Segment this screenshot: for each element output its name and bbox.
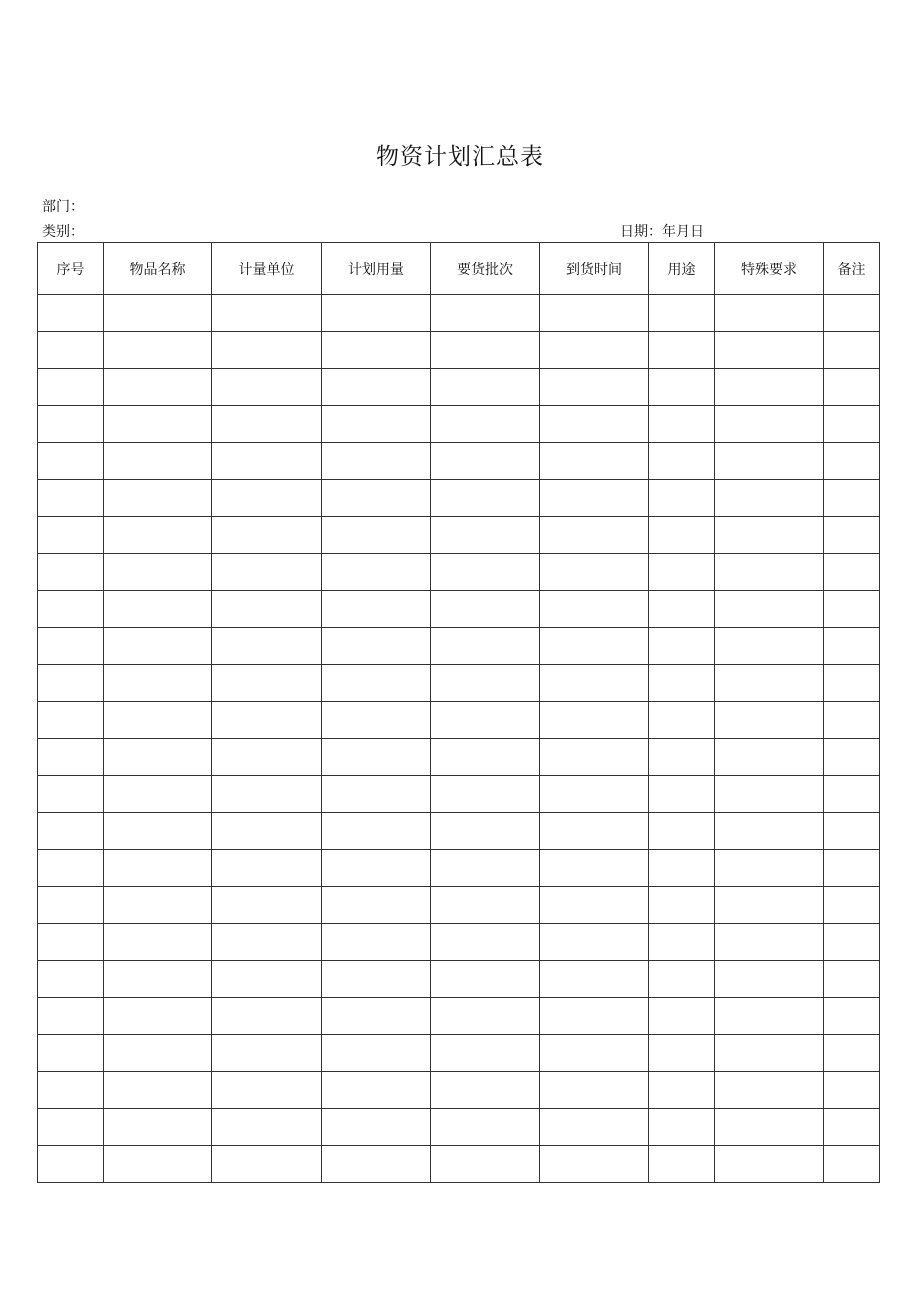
header-purpose: 用途 — [649, 243, 715, 295]
cell-purpose[interactable] — [649, 739, 715, 776]
cell-item-name[interactable] — [104, 406, 212, 443]
cell-item-name[interactable] — [104, 1072, 212, 1109]
table-row — [38, 776, 880, 813]
cell-special-requirements[interactable] — [715, 739, 824, 776]
cell-special-requirements[interactable] — [715, 443, 824, 480]
table-row — [38, 887, 880, 924]
cell-delivery-batch[interactable] — [431, 1035, 540, 1072]
cell-purpose[interactable] — [649, 406, 715, 443]
cell-arrival-time[interactable] — [540, 443, 649, 480]
cell-special-requirements[interactable] — [715, 369, 824, 406]
table-row — [38, 998, 880, 1035]
cell-serial-number[interactable] — [38, 924, 104, 961]
cell-unit[interactable] — [212, 665, 322, 702]
cell-delivery-batch[interactable] — [431, 998, 540, 1035]
cell-purpose[interactable] — [649, 702, 715, 739]
cell-arrival-time[interactable] — [540, 702, 649, 739]
cell-delivery-batch[interactable] — [431, 406, 540, 443]
cell-unit[interactable] — [212, 1072, 322, 1109]
cell-special-requirements[interactable] — [715, 295, 824, 332]
table-row — [38, 1109, 880, 1146]
header-planned-quantity: 计划用量 — [322, 243, 431, 295]
cell-item-name[interactable] — [104, 702, 212, 739]
cell-arrival-time[interactable] — [540, 628, 649, 665]
cell-serial-number[interactable] — [38, 591, 104, 628]
cell-item-name[interactable] — [104, 591, 212, 628]
cell-special-requirements[interactable] — [715, 813, 824, 850]
cell-delivery-batch[interactable] — [431, 961, 540, 998]
cell-planned-quantity[interactable] — [322, 443, 431, 480]
cell-arrival-time[interactable] — [540, 406, 649, 443]
cell-special-requirements[interactable] — [715, 961, 824, 998]
cell-item-name[interactable] — [104, 443, 212, 480]
table-header-row — [38, 243, 880, 295]
cell-special-requirements[interactable] — [715, 924, 824, 961]
cell-special-requirements[interactable] — [715, 1146, 824, 1183]
table-row — [38, 924, 880, 961]
cell-special-requirements[interactable] — [715, 554, 824, 591]
cell-item-name[interactable] — [104, 665, 212, 702]
cell-planned-quantity[interactable] — [322, 961, 431, 998]
cell-remarks[interactable] — [824, 813, 880, 850]
cell-serial-number[interactable] — [38, 998, 104, 1035]
cell-purpose[interactable] — [649, 1035, 715, 1072]
cell-delivery-batch[interactable] — [431, 517, 540, 554]
cell-purpose[interactable] — [649, 1109, 715, 1146]
cell-special-requirements[interactable] — [715, 1109, 824, 1146]
cell-planned-quantity[interactable] — [322, 554, 431, 591]
cell-serial-number[interactable] — [38, 1072, 104, 1109]
cell-purpose[interactable] — [649, 665, 715, 702]
material-plan-table — [37, 242, 880, 1183]
table-row — [38, 369, 880, 406]
table-row — [38, 850, 880, 887]
cell-planned-quantity[interactable] — [322, 369, 431, 406]
cell-arrival-time[interactable] — [540, 1035, 649, 1072]
cell-unit[interactable] — [212, 554, 322, 591]
cell-planned-quantity[interactable] — [322, 628, 431, 665]
cell-serial-number[interactable] — [38, 887, 104, 924]
cell-special-requirements[interactable] — [715, 702, 824, 739]
cell-serial-number[interactable] — [38, 443, 104, 480]
cell-item-name[interactable] — [104, 517, 212, 554]
cell-serial-number[interactable] — [38, 406, 104, 443]
cell-item-name[interactable] — [104, 480, 212, 517]
cell-remarks[interactable] — [824, 554, 880, 591]
header-delivery-batch: 要货批次 — [431, 243, 540, 295]
cell-item-name[interactable] — [104, 887, 212, 924]
cell-planned-quantity[interactable] — [322, 1072, 431, 1109]
cell-purpose[interactable] — [649, 850, 715, 887]
cell-serial-number[interactable] — [38, 369, 104, 406]
cell-remarks[interactable] — [824, 369, 880, 406]
cell-serial-number[interactable] — [38, 961, 104, 998]
cell-special-requirements[interactable] — [715, 776, 824, 813]
cell-serial-number[interactable] — [38, 295, 104, 332]
cell-arrival-time[interactable] — [540, 739, 649, 776]
table-row — [38, 443, 880, 480]
cell-serial-number[interactable] — [38, 739, 104, 776]
table-row — [38, 332, 880, 369]
table-row — [38, 591, 880, 628]
cell-unit[interactable] — [212, 295, 322, 332]
cell-delivery-batch[interactable] — [431, 665, 540, 702]
cell-special-requirements[interactable] — [715, 480, 824, 517]
cell-purpose[interactable] — [649, 1072, 715, 1109]
cell-item-name[interactable] — [104, 1146, 212, 1183]
cell-remarks[interactable] — [824, 850, 880, 887]
cell-delivery-batch[interactable] — [431, 480, 540, 517]
cell-purpose[interactable] — [649, 332, 715, 369]
cell-planned-quantity[interactable] — [322, 332, 431, 369]
cell-unit[interactable] — [212, 1109, 322, 1146]
cell-purpose[interactable] — [649, 924, 715, 961]
cell-arrival-time[interactable] — [540, 591, 649, 628]
cell-remarks[interactable] — [824, 998, 880, 1035]
cell-planned-quantity[interactable] — [322, 591, 431, 628]
cell-unit[interactable] — [212, 332, 322, 369]
cell-purpose[interactable] — [649, 813, 715, 850]
cell-unit[interactable] — [212, 369, 322, 406]
table-row — [38, 665, 880, 702]
cell-delivery-batch[interactable] — [431, 813, 540, 850]
cell-unit[interactable] — [212, 1035, 322, 1072]
cell-arrival-time[interactable] — [540, 1072, 649, 1109]
table-row — [38, 961, 880, 998]
cell-unit[interactable] — [212, 702, 322, 739]
cell-planned-quantity[interactable] — [322, 702, 431, 739]
cell-planned-quantity[interactable] — [322, 924, 431, 961]
cell-serial-number[interactable] — [38, 554, 104, 591]
cell-planned-quantity[interactable] — [322, 665, 431, 702]
cell-item-name[interactable] — [104, 924, 212, 961]
header-item-name: 物品名称 — [104, 243, 212, 295]
table-row — [38, 1146, 880, 1183]
cell-special-requirements[interactable] — [715, 406, 824, 443]
table-row — [38, 813, 880, 850]
cell-arrival-time[interactable] — [540, 295, 649, 332]
category-label: 类别： — [42, 224, 84, 240]
cell-special-requirements[interactable] — [715, 850, 824, 887]
cell-planned-quantity[interactable] — [322, 1109, 431, 1146]
cell-delivery-batch[interactable] — [431, 887, 540, 924]
cell-unit[interactable] — [212, 887, 322, 924]
table-row — [38, 628, 880, 665]
cell-planned-quantity[interactable] — [322, 480, 431, 517]
cell-remarks[interactable] — [824, 961, 880, 998]
cell-special-requirements[interactable] — [715, 887, 824, 924]
cell-purpose[interactable] — [649, 517, 715, 554]
cell-arrival-time[interactable] — [540, 998, 649, 1035]
cell-remarks[interactable] — [824, 1109, 880, 1146]
cell-arrival-time[interactable] — [540, 850, 649, 887]
cell-item-name[interactable] — [104, 961, 212, 998]
cell-planned-quantity[interactable] — [322, 406, 431, 443]
table-row — [38, 406, 880, 443]
cell-special-requirements[interactable] — [715, 665, 824, 702]
cell-serial-number[interactable] — [38, 702, 104, 739]
table-row — [38, 739, 880, 776]
cell-special-requirements[interactable] — [715, 591, 824, 628]
cell-remarks[interactable] — [824, 332, 880, 369]
cell-special-requirements[interactable] — [715, 332, 824, 369]
cell-delivery-batch[interactable] — [431, 739, 540, 776]
header-serial-number: 序号 — [38, 243, 104, 295]
department-field[interactable] — [42, 197, 84, 217]
date-value: 年月日 — [662, 224, 704, 240]
table-row — [38, 702, 880, 739]
cell-unit[interactable] — [212, 1146, 322, 1183]
cell-item-name[interactable] — [104, 998, 212, 1035]
cell-arrival-time[interactable] — [540, 1146, 649, 1183]
cell-arrival-time[interactable] — [540, 887, 649, 924]
cell-arrival-time[interactable] — [540, 961, 649, 998]
table-row — [38, 1072, 880, 1109]
cell-planned-quantity[interactable] — [322, 813, 431, 850]
cell-planned-quantity[interactable] — [322, 739, 431, 776]
cell-remarks[interactable] — [824, 480, 880, 517]
cell-item-name[interactable] — [104, 1035, 212, 1072]
cell-purpose[interactable] — [649, 998, 715, 1035]
cell-planned-quantity[interactable] — [322, 295, 431, 332]
cell-planned-quantity[interactable] — [322, 517, 431, 554]
cell-remarks[interactable] — [824, 665, 880, 702]
cell-planned-quantity[interactable] — [322, 1146, 431, 1183]
cell-remarks[interactable] — [824, 406, 880, 443]
cell-delivery-batch[interactable] — [431, 1146, 540, 1183]
cell-item-name[interactable] — [104, 813, 212, 850]
cell-delivery-batch[interactable] — [431, 295, 540, 332]
cell-remarks[interactable] — [824, 887, 880, 924]
cell-arrival-time[interactable] — [540, 554, 649, 591]
cell-arrival-time[interactable] — [540, 480, 649, 517]
cell-unit[interactable] — [212, 776, 322, 813]
cell-remarks[interactable] — [824, 295, 880, 332]
cell-remarks[interactable] — [824, 1035, 880, 1072]
cell-remarks[interactable] — [824, 739, 880, 776]
cell-delivery-batch[interactable] — [431, 1072, 540, 1109]
cell-serial-number[interactable] — [38, 776, 104, 813]
cell-planned-quantity[interactable] — [322, 776, 431, 813]
date-label: 日期： — [620, 224, 662, 240]
cell-special-requirements[interactable] — [715, 628, 824, 665]
cell-unit[interactable] — [212, 443, 322, 480]
cell-item-name[interactable] — [104, 628, 212, 665]
cell-delivery-batch[interactable] — [431, 628, 540, 665]
table-row — [38, 554, 880, 591]
cell-serial-number[interactable] — [38, 850, 104, 887]
cell-serial-number[interactable] — [38, 813, 104, 850]
cell-unit[interactable] — [212, 517, 322, 554]
header-arrival-time: 到货时间 — [540, 243, 649, 295]
category-field[interactable] — [42, 222, 84, 242]
cell-purpose[interactable] — [649, 443, 715, 480]
cell-purpose[interactable] — [649, 1146, 715, 1183]
cell-delivery-batch[interactable] — [431, 776, 540, 813]
cell-remarks[interactable] — [824, 1146, 880, 1183]
cell-delivery-batch[interactable] — [431, 591, 540, 628]
cell-delivery-batch[interactable] — [431, 702, 540, 739]
cell-arrival-time[interactable] — [540, 665, 649, 702]
cell-planned-quantity[interactable] — [322, 887, 431, 924]
cell-remarks[interactable] — [824, 517, 880, 554]
date-field[interactable] — [620, 222, 704, 242]
cell-serial-number[interactable] — [38, 1109, 104, 1146]
cell-planned-quantity[interactable] — [322, 850, 431, 887]
cell-item-name[interactable] — [104, 1109, 212, 1146]
cell-purpose[interactable] — [649, 887, 715, 924]
cell-planned-quantity[interactable] — [322, 1035, 431, 1072]
cell-arrival-time[interactable] — [540, 776, 649, 813]
cell-purpose[interactable] — [649, 554, 715, 591]
cell-delivery-batch[interactable] — [431, 1109, 540, 1146]
cell-item-name[interactable] — [104, 332, 212, 369]
cell-unit[interactable] — [212, 480, 322, 517]
cell-purpose[interactable] — [649, 961, 715, 998]
cell-arrival-time[interactable] — [540, 517, 649, 554]
cell-remarks[interactable] — [824, 702, 880, 739]
cell-item-name[interactable] — [104, 369, 212, 406]
cell-arrival-time[interactable] — [540, 332, 649, 369]
cell-serial-number[interactable] — [38, 628, 104, 665]
cell-remarks[interactable] — [824, 591, 880, 628]
cell-remarks[interactable] — [824, 776, 880, 813]
cell-item-name[interactable] — [104, 850, 212, 887]
cell-arrival-time[interactable] — [540, 1109, 649, 1146]
cell-special-requirements[interactable] — [715, 1035, 824, 1072]
cell-serial-number[interactable] — [38, 332, 104, 369]
cell-delivery-batch[interactable] — [431, 369, 540, 406]
table-row — [38, 1035, 880, 1072]
cell-unit[interactable] — [212, 406, 322, 443]
cell-delivery-batch[interactable] — [431, 554, 540, 591]
cell-unit[interactable] — [212, 628, 322, 665]
cell-arrival-time[interactable] — [540, 813, 649, 850]
cell-serial-number[interactable] — [38, 1146, 104, 1183]
cell-special-requirements[interactable] — [715, 998, 824, 1035]
cell-delivery-batch[interactable] — [431, 850, 540, 887]
cell-item-name[interactable] — [104, 739, 212, 776]
cell-serial-number[interactable] — [38, 517, 104, 554]
cell-delivery-batch[interactable] — [431, 443, 540, 480]
cell-purpose[interactable] — [649, 480, 715, 517]
cell-item-name[interactable] — [104, 295, 212, 332]
page-title: 物资计划汇总表 — [376, 144, 544, 170]
department-label: 部门： — [42, 199, 84, 215]
cell-purpose[interactable] — [649, 591, 715, 628]
cell-serial-number[interactable] — [38, 480, 104, 517]
cell-remarks[interactable] — [824, 443, 880, 480]
cell-remarks[interactable] — [824, 1072, 880, 1109]
cell-arrival-time[interactable] — [540, 924, 649, 961]
header-unit: 计量单位 — [212, 243, 322, 295]
cell-unit[interactable] — [212, 998, 322, 1035]
cell-unit[interactable] — [212, 739, 322, 776]
table-body — [38, 295, 880, 1183]
cell-unit[interactable] — [212, 813, 322, 850]
cell-purpose[interactable] — [649, 295, 715, 332]
cell-purpose[interactable] — [649, 369, 715, 406]
cell-remarks[interactable] — [824, 924, 880, 961]
cell-item-name[interactable] — [104, 554, 212, 591]
cell-purpose[interactable] — [649, 776, 715, 813]
cell-arrival-time[interactable] — [540, 369, 649, 406]
table-row — [38, 480, 880, 517]
cell-unit[interactable] — [212, 924, 322, 961]
header-remarks: 备注 — [824, 243, 880, 295]
cell-unit[interactable] — [212, 961, 322, 998]
cell-unit[interactable] — [212, 850, 322, 887]
cell-special-requirements[interactable] — [715, 517, 824, 554]
table-row — [38, 295, 880, 332]
cell-item-name[interactable] — [104, 776, 212, 813]
cell-unit[interactable] — [212, 591, 322, 628]
cell-purpose[interactable] — [649, 628, 715, 665]
cell-remarks[interactable] — [824, 628, 880, 665]
table-row — [38, 517, 880, 554]
cell-special-requirements[interactable] — [715, 1072, 824, 1109]
cell-delivery-batch[interactable] — [431, 332, 540, 369]
cell-serial-number[interactable] — [38, 665, 104, 702]
cell-delivery-batch[interactable] — [431, 924, 540, 961]
header-special-requirements: 特殊要求 — [715, 243, 824, 295]
cell-planned-quantity[interactable] — [322, 998, 431, 1035]
cell-serial-number[interactable] — [38, 1035, 104, 1072]
